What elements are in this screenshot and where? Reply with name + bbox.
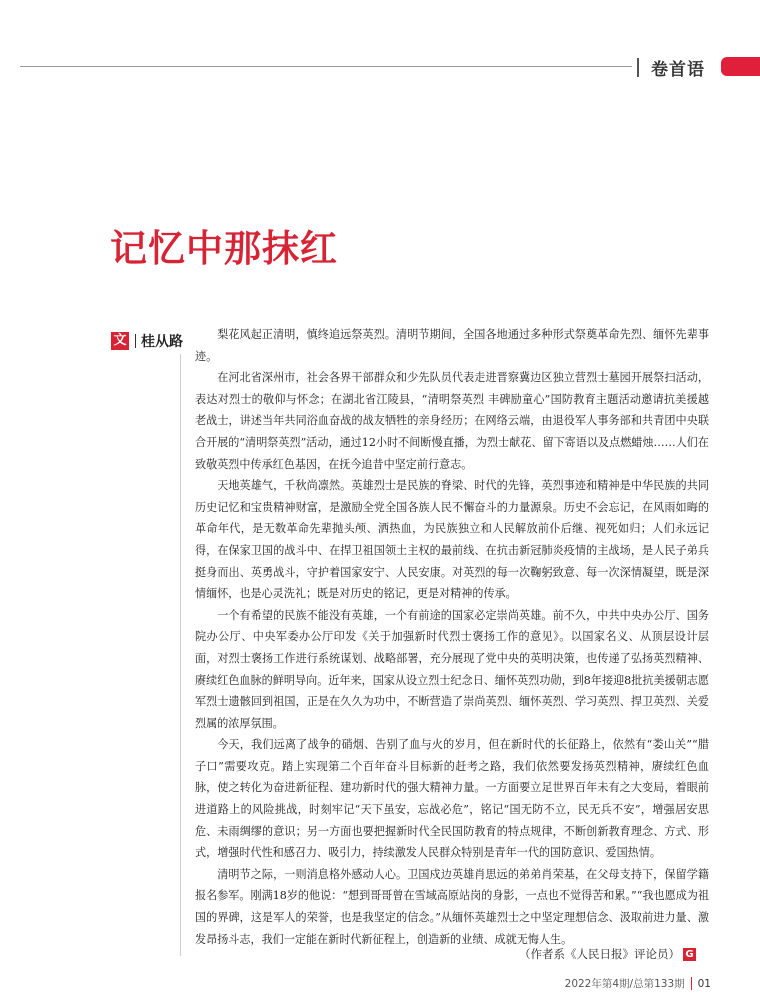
byline-tag: 文 [111,332,129,350]
section-tab-marker [721,57,760,76]
paragraph: 梨花风起正清明，慎终追远祭英烈。清明节期间，全国各地通过多种形式祭奠革命先烈、缅怀先辈事迹。 [195,328,709,363]
section-title: 卷首语 [651,60,705,80]
attribution-text: （作者系《人民日报》评论员） [519,947,680,961]
page-footer [565,976,711,991]
paragraph: 今天，我们远离了战争的硝烟、告别了血与火的岁月，但在新时代的长征路上，依然有“娄山关”“腊子口”需要攻克。踏上实现第二个百年奋斗目标新的赶考之路，我们依然要发扬英烈精神，赓续红色血脉，使之转化为奋进新征程、建功新时代的强大精神力量。一方面要立足世界百年未有之大变局，着眼前进道路上的风险挑战，时刻牢记“天下虽安，忘战必危”，铭记“国无防不立，民无兵不安”，增强居安思危、未雨绸缪的意识；另一方面也要把握新时代全民国防教育的特点规律，不断创新教育理念、方式、形式，增强时代性和感召力、吸引力，持续激发人民群众特别是青年一代的国防意识、爱国热情。 [195,738,709,860]
byline [111,331,183,351]
paragraph: 清明节之际，一则消息格外感动人心。卫国戍边英雄肖思远的弟弟肖荣基，在父母支持下，保留学籍报名参军。刚满18岁的他说：“想到哥哥曾在雪域高原站岗的身影，一点也不觉得苦和累。”“我也愿成为祖国的界碑，这是军人的荣誉，也是我坚定的信念。”从缅怀英雄烈士之中坚定理想信念、汲取前进力量、激发昂扬斗志，我们一定能在新时代新征程上，创造新的业绩、成就无悔人生。 [195,867,709,946]
author-attribution [519,946,696,962]
end-mark-icon: G [683,948,696,961]
article-body [195,324,709,950]
sidebar-rule [180,354,181,956]
page-number: 01 [697,977,711,990]
paragraph: 天地英雄气，千秋尚凛然。英雄烈士是民族的脊梁、时代的先锋，英烈事迹和精神是中华民族的共同历史记忆和宝贵精神财富，是激励全党全国各族人民不懈奋斗的力量源泉。历史不会忘记，在风雨如晦的革命年代，是无数革命先辈抛头颅、洒热血，为民族独立和人民解放前仆后继、视死如归；人们永远记得，在保家卫国的战斗中、在捍卫祖国领土主权的最前线、在抗击新冠肺炎疫情的主战场，是人民子弟兵挺身而出、英勇战斗，守护着国家安宁、人民安康。对英烈的每一次鞠躬致意、每一次深情凝望，既是深情缅怀，也是心灵洗礼；既是对历史的铭记，更是对精神的传承。 [195,479,709,601]
header-rule [20,66,632,67]
article-title: 记忆中那抹红 [110,227,338,270]
author-name: 桂从路 [141,334,183,350]
paragraph: 在河北省深州市，社会各界干部群众和少先队员代表走进晋察冀边区独立营烈士墓园开展祭扫活动，表达对烈士的敬仰与怀念；在湖北省江陵县，“清明祭英烈 丰碑励童心”国防教育主题活动邀请抗美援越老战士，讲述当年共同浴血奋战的战友牺牲的亲身经历；在网络云端，由退役军人事务部和共青团中央联合开展的“清明祭英烈”活动，通过12小时不间断慢直播，为烈士献花、留下寄语以及点燃蜡烛……人们在致敬英烈中传承红色基因，在抚今追昔中坚定前行意志。 [195,371,709,471]
header-divider [637,58,639,77]
footer-separator [691,977,692,990]
paragraph: 一个有希望的民族不能没有英雄，一个有前途的国家必定崇尚英雄。前不久，中共中央办公厅、国务院办公厅、中央军委办公厅印发《关于加强新时代烈士褒扬工作的意见》。以国家名义、从顶层设计层面，对烈士褒扬工作进行系统谋划、战略部署，充分展现了党中央的英明决策，也传递了弘扬英烈精神、赓续红色血脉的鲜明导向。近年来，国家从设立烈士纪念日、缅怀英烈功勋，到8年接迎8批抗美援朝志愿军烈士遗骸回到祖国，正是在久久为功中，不断营造了崇尚英烈、缅怀英烈、学习英烈、捍卫英烈、关爱烈属的浓厚氛围。 [195,608,709,730]
issue-info: 2022年第4期/总第133期 [564,978,685,990]
byline-separator [135,334,136,348]
